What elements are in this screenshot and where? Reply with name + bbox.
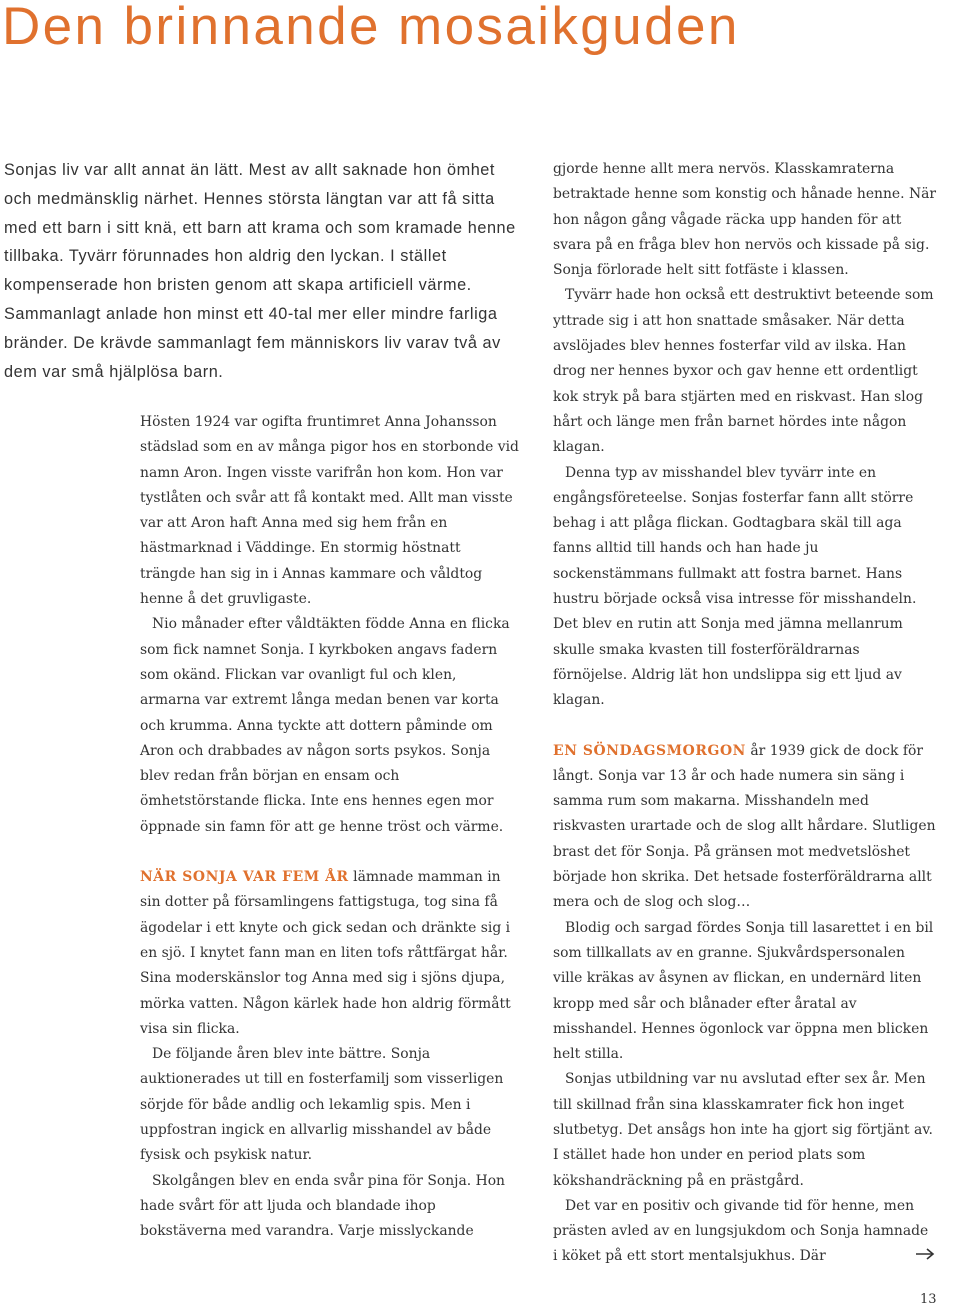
paragraph: Skolgången blev en enda svår pina för Sonja. Hon hade svårt för att ljuda och blandade ihop bokstäverna med varandra. Varje misslyckande — [140, 1172, 506, 1240]
paragraph-text: lämnade mamman in sin dotter på församlingens fattigstuga, tog sina få ägodelar i ett knyte och gick sedan och dränkte sig i en sjö. I knytet fann man en liten tofs råttfärgat hår. Sina moderskänslor tog Anna med sig i sjöns djupa, mörka vatten. Någon kärlek hade hon aldrig förmått visa sin flicka. — [140, 869, 511, 1037]
kicker: EN SÖNDAGSMORGON — [553, 742, 746, 759]
paragraph: De följande åren blev inte bättre. Sonja auktionerades ut till en fosterfamilj som visserligen sörjde för både andlig och lekamlig spis. Men i uppfostran ingick en allvarlig misshandel av både fysisk och psykisk natur. — [140, 1046, 504, 1164]
paragraph: Tyvärr hade hon också ett destruktivt beteende som yttrade sig i att hon snattade småsaker. När detta avslöjades blev hennes fosterfar vild av ilska. Han drog ner hennes byxor och gav henne ett ordentligt kok stryk på bara stjärten med en riskvast. Han slog hårt och länge men från barnet hördes inte någon klagan. — [553, 287, 934, 456]
intro-text — [4, 156, 524, 386]
paragraph: Nio månader efter våldtäkten födde Anna en flicka som fick namnet Sonja. I kyrkboken angavs fadern som okänd. Flickan var ovanligt ful och klen, armarna var extremt långa medan benen var korta och krumma. Anna tyckte att dottern påminde om Aron och drabbades av någon sorts psykos. Sonja blev redan från början en ensam och ömhetstörstande flicka. Inte ens hennes egen mor öppnade sin famn för att ge henne tröst och värme. — [140, 616, 510, 835]
body-column-left — [140, 410, 520, 1245]
arrow-right-icon — [914, 1246, 936, 1262]
paragraph: Sonjas utbildning var nu avslutad efter sex år. Men till skillnad från sina klasskamrater fick hon inget slutbetyg. Det ansågs hon inte ha gjort sig förtjänt av. I stället hade hon under en period plats som kökshandräckning på en prästgård. — [553, 1071, 933, 1189]
page-title: Den brinnande mosaikguden — [2, 0, 740, 56]
paragraph: Hösten 1924 var ogifta fruntimret Anna Johansson städslad som en av många pigor hos en storbonde vid namn Aron. Ingen visste varifrån hon kom. Hon var tystlåten och svår att få kontakt med. Allt man visste var att Aron haft Anna med sig hem från en hästmarknad i Väddinge. En stormig höstnatt trängde han sig in i Annas kammare och våldtog henne å det gruvligaste. — [140, 414, 519, 608]
page-number: 13 — [920, 1292, 937, 1307]
paragraph: Denna typ av misshandel blev tyvärr inte en engångsföreteelse. Sonjas fosterfar fann allt större behag i att plåga flickan. Godtagbara skäl till aga fanns alltid till hands och han hade ju sockenstämmans fullmakt att fostra barnet. Hans hustru började också visa intresse för misshandeln. Det blev en rutin att Sonja med jämna mellanrum skulle smaka kvasten till fosterföräldrarnas förnöjelse. Aldrig lät hon undslippa sig ett ljud av klagan. — [553, 464, 917, 709]
paragraph-text: år 1939 gick de dock för långt. Sonja var 13 år och hade numera sin säng i samma rum som makarna. Misshandeln med riskvasten urartade och de slog allt hårdare. Slutligen brast det för Sonja. På gränsen mot medvetslöshet började hon skrika. Det hetsade fosterföräldrarna allt mera och de slog och slog… — [553, 742, 936, 911]
paragraph-with-kicker — [553, 739, 937, 916]
body-column-right — [553, 157, 937, 1270]
kicker: NÄR SONJA VAR FEM ÅR — [140, 869, 349, 886]
paragraph-with-kicker — [140, 865, 520, 1042]
paragraph: Det var en positiv och givande tid för henne, men prästen avled av en lungsjukdom och Sonja hamnade i köket på ett stort mentalsjukhus. Där — [553, 1197, 929, 1265]
paragraph: Blodig och sargad fördes Sonja till lasarettet i en bil som tillkallats av en granne. Sjukvårdspersonalen ville kräkas av åsynen av flickan, en undernärd liten kropp med sår och blånader efter åratal av misshandel. Hennes ögonlock var öppna men blicken helt stilla. — [553, 919, 934, 1063]
paragraph: gjorde henne allt mera nervös. Klasskamraterna betraktade henne som konstig och hånade henne. När hon någon gång vågade räcka upp handen för att svara på en fråga blev hon nervös och kissade på sig. Sonja förlorade helt sitt fotfäste i klassen. — [553, 161, 937, 279]
intro-paragraph: Sonjas liv var allt annat än lätt. Mest av allt saknade hon ömhet och medmänsklig närhet. Hennes största längtan var att få sitta med ett barn i sitt knä, ett barn att krama och som kramade henne tillbaka. Tyvärr förunnades hon aldrig den lyckan. I stället kompenserade hon bristen genom att skapa artificiell värme. Sammanlagt anlade hon minst ett 40-tal mer eller mindre farliga bränder. De krävde sammanlagt fem människors liv varav två av dem var små hjälplösa barn. — [4, 161, 516, 381]
